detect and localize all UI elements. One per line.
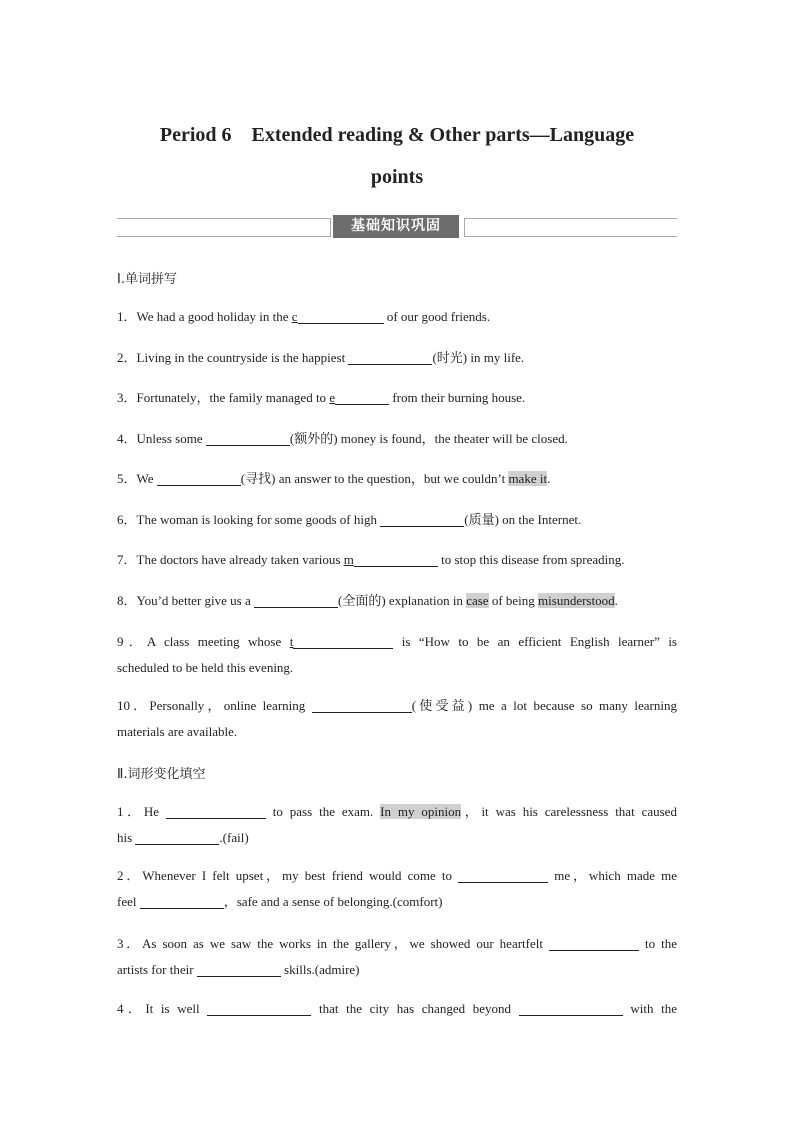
answer-blank[interactable]: [197, 961, 281, 977]
answer-blank[interactable]: [166, 803, 266, 819]
answer-blank[interactable]: [348, 349, 432, 365]
banner-label: 基础知识巩固: [334, 216, 458, 237]
question-1-7: 7．The doctors have already taken various m to stop this disease from spreading.: [117, 552, 625, 567]
answer-blank[interactable]: [380, 511, 464, 527]
question-1-3: 3．Fortunately，the family managed to e from their burning house.: [117, 390, 526, 405]
question-1-4: 4．Unless some (额外的) money is found，the theater will be closed.: [117, 431, 568, 446]
answer-blank[interactable]: [206, 430, 290, 446]
section-banner: [117, 216, 677, 240]
question-1-2: 2．Living in the countryside is the happiest (时光) in my life.: [117, 350, 525, 365]
question-1-10: 10．Personally，online learning (使受益) me a lot because so many learning materials are available.: [117, 698, 677, 739]
answer-blank[interactable]: [354, 551, 438, 567]
question-1-1: 1．We had a good holiday in the c of our good friends.: [117, 309, 491, 324]
answer-blank[interactable]: [254, 592, 338, 608]
question-1-8: 8．You’d better give us a (全面的) explanation in case of being misunderstood.: [117, 593, 618, 608]
answer-blank[interactable]: [549, 935, 639, 951]
answer-blank[interactable]: [135, 829, 219, 845]
answer-blank[interactable]: [207, 1000, 311, 1016]
title-line-2: points: [370, 166, 424, 188]
question-1-9: 9．A class meeting whose t is “How to be an efficient English learner” is scheduled to be held this evening.: [117, 634, 677, 675]
question-2-4: 4．It is well that the city has changed beyond with the: [117, 1001, 677, 1016]
banner-rule-left: [117, 218, 331, 237]
answer-blank[interactable]: [458, 867, 548, 883]
answer-blank[interactable]: [298, 308, 384, 324]
question-1-5: 5．We (寻找) an answer to the question，but we couldn’t make it.: [117, 471, 551, 486]
page-title: [117, 114, 677, 198]
answer-blank[interactable]: [335, 389, 389, 405]
question-1-6: 6．The woman is looking for some goods of high (质量) on the Internet.: [117, 512, 582, 527]
section-heading-word-forms: Ⅱ.词形变化填空: [117, 767, 206, 782]
question-2-2: 2．Whenever I felt upset，my best friend would come to me，which made me feel ，safe and a sense of belonging.(comfort): [117, 868, 678, 909]
question-2-3: 3．As soon as we saw the works in the gallery，we showed our heartfelt to the artists for their skills.(admire): [117, 936, 677, 977]
banner-rule-right: [464, 218, 677, 237]
question-2-1: 1．He to pass the exam. In my opinion，it was his carelessness that caused his .(fail): [117, 804, 677, 845]
answer-blank[interactable]: [312, 697, 412, 713]
answer-blank[interactable]: [157, 470, 241, 486]
answer-blank[interactable]: [140, 893, 224, 909]
answer-blank[interactable]: [519, 1000, 623, 1016]
answer-blank[interactable]: [293, 633, 393, 649]
section-heading-spelling: Ⅰ.单词拼写: [117, 272, 177, 287]
title-line-1: Period 6 Extended reading & Other parts—Language: [159, 124, 635, 146]
